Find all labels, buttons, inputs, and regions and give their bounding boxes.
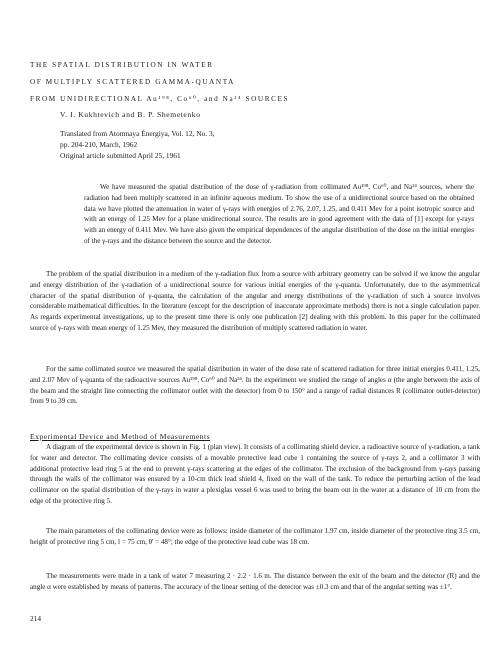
- paragraph-text: For the same collimated source we measured the spatial distribution in water of the dose rate of scattered radiation for three initial energies 0.411, 1.25, and 2.07 Mev of γ-quanta of the radioactive sources Au¹⁹⁸, Co⁶⁰ and Na²⁴. In the experiment we studied the range of angles α (the angle between the axis of the beam and the straight line connecting the collimator outlet with the detector) from 0 to 150° and a range of radial distances R (collimator outlet-detector) from 9 to 39 cm.: [30, 365, 480, 406]
- submission-date: Original article submitted April 25, 1961: [60, 151, 181, 160]
- paragraph-measurements: [30, 571, 480, 593]
- paragraph-text: A diagram of the experimental device is shown in Fig. 1 (plan view). It consists of a collimating shield device, a radioactive source of γ-radiation, a tank for water and detector. The collimating device consists of a movable protective lead cube 1 containing the source of γ-rays 2, and a collimator 3 with additional protective lead ring 5 at the end to prevent γ-rays scattering at the edges of the collimator. The exclusion of the background from γ-rays passing through the walls of the collimator was ensured by a 10-cm thick lead shield 4, fixed on the wall of the tank. To reduce the perturbing action of the lead collimator on the spatial distribution of the γ-rays in water a plexiglas vessel 6 was used to bring the beam out in the water at a distance of 10 cm from the edge of the protective ring 5.: [30, 443, 480, 505]
- paragraph-text: The main parameters of the collimating device were as follows: inside diameter of the collimator 1.97 cm, inside diameter of the protective ring 3.5 cm, height of protective ring 5 cm, l = 75 cm, θ' = 48°; the edge of the protective lead cube was 18 cm.: [30, 527, 480, 546]
- paragraph-collimated-source: [30, 364, 480, 407]
- title-line-3: FROM UNIDIRECTIONAL Au¹⁹⁸, Co⁶⁰, and Na²⁴ SOURCES: [30, 95, 290, 103]
- paragraph-introduction: [30, 269, 480, 334]
- section-heading: Experimental Device and Method of Measurements: [30, 432, 211, 441]
- page-range-date: pp. 204-210, March, 1962: [60, 140, 138, 149]
- publication-info: [60, 128, 215, 161]
- title-line-1: THE SPATIAL DISTRIBUTION IN WATER: [30, 61, 214, 69]
- paragraph-device-description: [30, 442, 480, 507]
- paragraph-text: The problem of the spatial distribution in a medium of the γ-radiation flux from a source with arbitrary geometry can be solved if we know the angular and energy distribution of the γ-radiation of a unidirectional source for various initial energies of the γ-quanta. Unfortunately, due to the asymmetrical character of the spatial distribution of γ-quanta, the calculation of the angular and energy distributions of the γ-radiation of such a source involves considerable mathematical difficulties. In the literature (except for the description of inaccurate approximate methods) there is not a single calculation paper. As regards experimental investigations, up to the present time there is only one publication [2] dealing with this problem. In this paper for the collimated source of γ-rays with mean energy of 1.25 Mev, they measured the distribution of multiply scattered radiation in water.: [30, 270, 480, 332]
- paragraph-text: The measurements were made in a tank of water 7 measuring 2 · 2.2 · 1.6 m. The distance between the exit of the beam and the detector (R) and the angle α were established by means of patterns. The accuracy of the linear setting of the detector was ±0.3 cm and that of the angular setting was ±1°.: [30, 572, 480, 591]
- article-title: [30, 57, 470, 108]
- abstract-text: We have measured the spatial distribution of the dose of γ-radiation from collimated Au¹⁹⁸, Co⁶⁰, and Na²⁴ sources, where the radiation had been multiply scattered in an infinite aqueous medium. To show the use of a unidirectional source based on the obtained data we have plotted the attenuation in water of γ-rays with energies of 2.76, 2.07, 1.25, and 0.411 Mev for a point isotropic source and with an energy of 1.25 Mev for a plane unidirectional source. The results are in good agreement with the data of [1] except for γ-rays with an energy of 0.411 Mev. We have also given the empirical dependences of the angular distribution of the dose on the initial energies of the γ-rays and the distance between the source and the detector.: [84, 183, 474, 245]
- abstract: [84, 182, 474, 247]
- authors: V. I. Kukhtevich and B. P. Shemetenko: [60, 110, 201, 119]
- page-number: 214: [30, 614, 42, 623]
- paragraph-device-parameters: [30, 526, 480, 548]
- translation-source: Translated from Atomnaya Énergiya, Vol. 12, No. 3,: [60, 129, 215, 138]
- title-line-2: OF MULTIPLY SCATTERED GAMMA-QUANTA: [30, 78, 235, 86]
